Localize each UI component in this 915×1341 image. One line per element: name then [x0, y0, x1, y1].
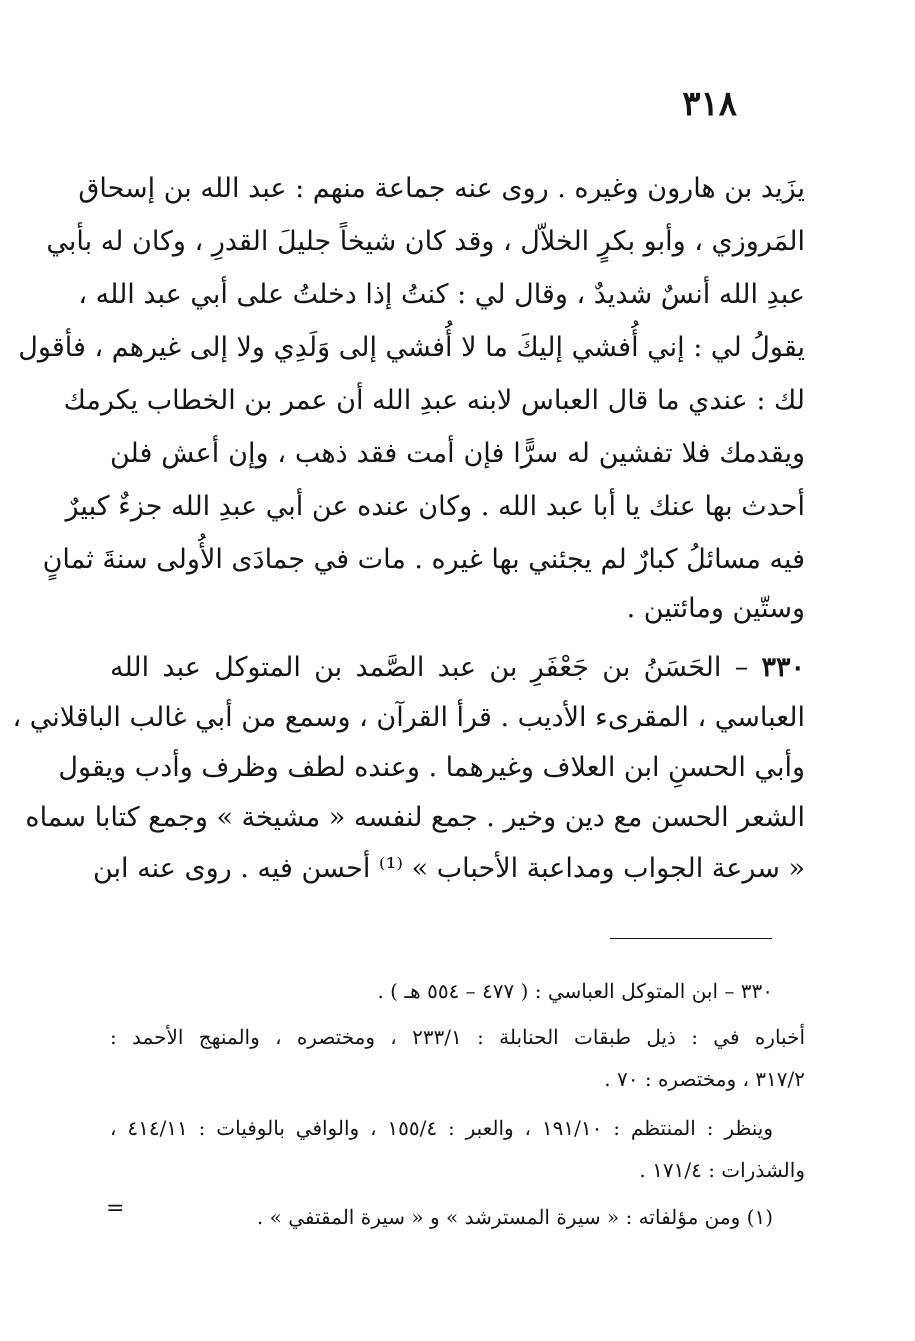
footnote-akhbar-line-2: ٣١٧/٢ ، ومختصره : ٧٠ . [604, 1067, 805, 1091]
entry-dash: – [734, 652, 749, 683]
body-line-8: فيه مسائلُ كبارٌ لم يجئني بها غيره . مات في جمادَى الأُولى سنةَ ثمانٍ [42, 544, 805, 575]
footnote-akhbar-line-1: أخباره في : ذيل طبقات الحنابلة : ٢٣٣/١ ، ومختصره ، والمنهج الأحمد : [110, 1025, 805, 1049]
body-line-4: يقولُ لي : إني أُفشي إليكَ ما لا أُفشي إلى وَلَدِي ولا إلى غيرهم ، فأقول [18, 332, 805, 363]
footnote-yunzar-line-1: وينظر : المنتظم : ١٩١/١٠ ، والعبر : ١٥٥/٤ ، والوافي بالوفيات : ٤١٤/١١ ، [110, 1116, 774, 1140]
body-line-2: المَروزي ، وأبو بكرٍ الخلاّل ، وقد كان شيخاً جليلَ القدرِ ، وكان له بأبي [46, 226, 805, 257]
page-number: ٣١٨ [682, 84, 737, 124]
entry-first-line: الحَسَنُ بن جَعْفَرِ بن عبد الصَّمد بن المتوكل عبد الله [110, 652, 722, 683]
body-line-9: وستّين ومائتين . [626, 593, 805, 624]
footnote-separator [610, 938, 772, 939]
body-line-6: ويقدمك فلا تفشين له سرًّا فإن أمت فقد ذهب ، وإن أعش فلن [110, 438, 805, 469]
entry-line-4: الشعر الحسن مع دين وخير . جمع لنفسه « مشيخة » وجمع كتابا سماه [25, 802, 805, 833]
body-line-3: عبدِ الله أنسٌ شديدٌ ، وقال لي : كنتُ إذا دخلتُ على أبي عبد الله ، [78, 279, 805, 310]
entry-line-3: وأبي الحسنِ ابن العلاف وغيرهما . وعنده لطف وظرف وأدب ويقول [58, 752, 805, 783]
body-line-7: أحدث بها عنك يا أبا عبد الله . وكان عنده عن أبي عبدِ الله جزءٌ كبيرٌ [65, 491, 805, 522]
continuation-mark: = [106, 1196, 125, 1221]
entry-number: ٣٣٠ [761, 652, 805, 683]
footnote-1: (١) ومن مؤلفاته : « سيرة المسترشد » و « سيرة المقتفي » . [256, 1205, 773, 1229]
footnote-yunzar-line-2: والشذرات : ١٧١/٤ . [639, 1158, 805, 1182]
body-line-1: يزَيد بن هارون وغيره . روى عنه جماعة منهم : عبد الله بن إسحاق [78, 173, 805, 204]
footnote-entry-note: ٣٣٠ – ابن المتوكل العباسي : ( ٤٧٧ – ٥٥٤ هـ ) . [377, 979, 773, 1003]
body-line-5: لك : عندي ما قال العباس لابنه عبدِ الله أن عمر بن الخطاب يكرمك [63, 385, 805, 416]
entry-line-5: « سرعة الجواب ومداعبة الأحباب » ⁽¹⁾ أحسن فيه . روى عنه ابن [92, 853, 805, 884]
entry-heading-line [110, 642, 805, 694]
entry-line-2: العباسي ، المقرىء الأديب . قرأ القرآن ، وسمع من أبي غالب الباقلاني ، [12, 702, 805, 733]
